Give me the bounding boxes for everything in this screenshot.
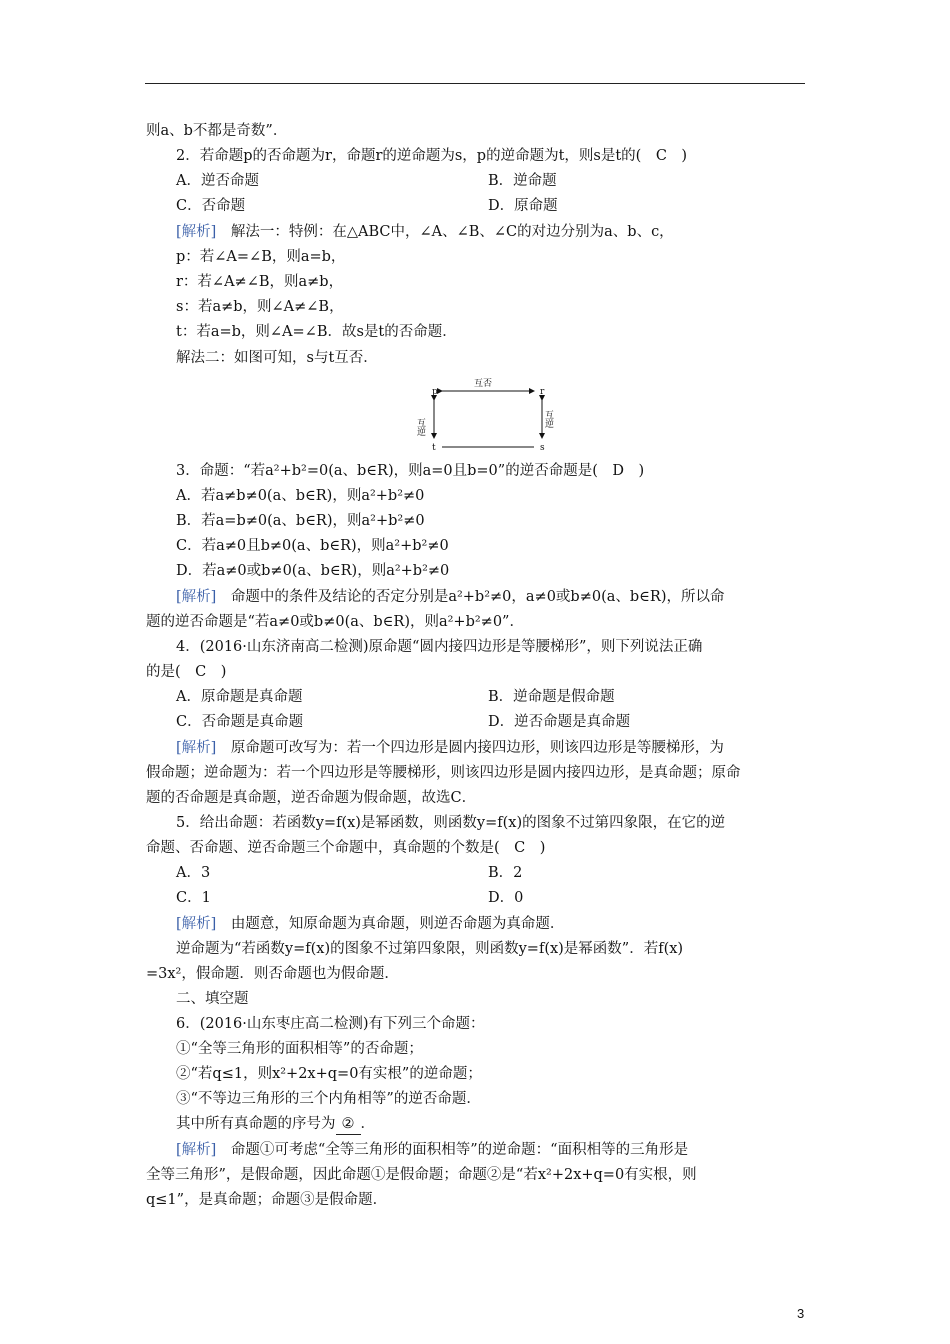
answer-line xyxy=(176,1114,375,1135)
question-2: 2．若命题p的否命题为r，命题r的逆命题为s，p的逆命题为t，则s是t的( C ) xyxy=(176,148,688,164)
option-c: C．否命题是真命题 xyxy=(176,714,304,730)
text-line: 题的否命题是真命题，逆否命题为假命题，故选C． xyxy=(146,790,477,806)
text-line: 题的逆否命题是“若a≠0或b≠0(a、b∈R)，则a²+b²≠0”． xyxy=(146,614,524,630)
option-b: B．2 xyxy=(488,865,523,881)
text-line: 命题、否命题、逆否命题三个命题中，真命题的个数是( C ) xyxy=(146,840,546,856)
analysis-text: 解法一：特例：在△ABC中，∠A、∠B、∠C的对边分别为a、b、c， xyxy=(230,224,674,240)
answer-prompt: 其中所有真命题的序号为 xyxy=(176,1116,336,1132)
option-c: C．否命题 xyxy=(176,198,246,214)
diagram-node-s: s xyxy=(540,443,545,453)
option-d: D．0 xyxy=(488,890,524,906)
question-3: 3．命题：“若a²+b²=0(a、b∈R)，则a=0且b=0”的逆否命题是( D ) xyxy=(176,463,645,479)
text-line: q≤1”，是真命题；命题③是假命题． xyxy=(146,1192,388,1208)
option-d: D．原命题 xyxy=(488,198,558,214)
text-line: ③“不等边三角形的三个内角相等”的逆否命题． xyxy=(176,1091,481,1107)
analysis-line xyxy=(176,587,724,607)
text-line: ②“若q≤1，则x²+2x+q=0有实根”的逆命题； xyxy=(176,1066,482,1082)
analysis-line xyxy=(176,1140,688,1160)
question-5: 5．给出命题：若函数y=f(x)是幂函数，则函数y=f(x)的图象不过第四象限，在它的逆 xyxy=(176,815,726,831)
page-number: 3 xyxy=(797,1306,805,1321)
option-b: B．若a=b≠0(a、b∈R)，则a²+b²≠0 xyxy=(176,513,425,529)
text-line: t：若a=b，则∠A=∠B．故s是t的否命题． xyxy=(176,324,457,340)
text-line: s：若a≠b，则∠A≠∠B， xyxy=(176,299,344,315)
option-a: A．逆否命题 xyxy=(176,173,259,189)
text-line: 逆命题为“若函数y=f(x)的图象不过第四象限，则函数y=f(x)是幂函数”．若f(x) xyxy=(176,941,684,957)
text-line: 解法二：如图可知，s与t互否． xyxy=(176,350,378,366)
option-d: D．逆否命题是真命题 xyxy=(488,714,631,730)
analysis-line xyxy=(176,914,564,934)
text-line: =3x²，假命题．则否命题也为假命题． xyxy=(146,966,399,982)
analysis-text: 由题意，知原命题为真命题，则逆否命题为真命题． xyxy=(230,916,565,932)
proposition-relation-diagram xyxy=(415,378,558,454)
question-4: 4．(2016·山东济南高二检测)原命题“圆内接四边形是等腰梯形”，则下列说法正确 xyxy=(176,639,703,655)
analysis-tag: [解析] xyxy=(176,224,217,240)
analysis-tag: [解析] xyxy=(176,1142,217,1158)
diagram-node-r: r xyxy=(540,387,545,397)
text-line: p：若∠A=∠B，则a=b， xyxy=(176,249,346,265)
text-line: r：若∠A≠∠B，则a≠b， xyxy=(176,274,344,290)
analysis-text: 原命题可改写为：若一个四边形是圆内接四边形，则该四边形是等腰梯形，为 xyxy=(230,740,724,756)
analysis-text: 命题①可考虑“全等三角形的面积相等”的逆命题：“面积相等的三角形是 xyxy=(230,1142,689,1158)
option-a: A．3 xyxy=(176,865,211,881)
question-6: 6．(2016·山东枣庄高二检测)有下列三个命题： xyxy=(176,1016,485,1032)
answer-end: ． xyxy=(360,1116,375,1132)
diagram-label-right: 互逆 xyxy=(543,410,553,428)
text-line: 的是( C ) xyxy=(146,664,227,680)
analysis-text: 命题中的条件及结论的否定分别是a²+b²≠0，a≠0或b≠0(a、b∈R)，所以命 xyxy=(230,589,725,605)
section-heading: 二、填空题 xyxy=(176,991,249,1007)
analysis-line xyxy=(176,222,674,242)
option-a: A．原命题是真命题 xyxy=(176,689,303,705)
text-line: ①“全等三角形的面积相等”的否命题； xyxy=(176,1041,423,1057)
diagram-node-p: p xyxy=(432,387,438,397)
option-c: C．若a≠0且b≠0(a、b∈R)，则a²+b²≠0 xyxy=(176,538,449,554)
text-line: 全等三角形”，是假命题，因此命题①是假命题；命题②是“若x²+2x+q=0有实根，则 xyxy=(146,1167,697,1183)
diagram-node-t: t xyxy=(432,443,436,453)
option-b: B．逆命题是假命题 xyxy=(488,689,615,705)
diagram-label-left: 互逆 xyxy=(415,418,425,436)
answer-blank: ② xyxy=(336,1114,361,1135)
analysis-tag: [解析] xyxy=(176,916,217,932)
text-line: 假命题；逆命题为：若一个四边形是等腰梯形，则该四边形是圆内接四边形，是真命题；原命 xyxy=(146,765,741,781)
option-b: B．逆命题 xyxy=(488,173,557,189)
option-d: D．若a≠0或b≠0(a、b∈R)，则a²+b²≠0 xyxy=(176,563,450,579)
diagram-label-top: 互否 xyxy=(474,379,493,389)
analysis-line xyxy=(176,738,724,758)
analysis-tag: [解析] xyxy=(176,740,217,756)
analysis-tag: [解析] xyxy=(176,589,217,605)
option-a: A．若a≠b≠0(a、b∈R)，则a²+b²≠0 xyxy=(176,488,425,504)
option-c: C．1 xyxy=(176,890,211,906)
text-line: 则a、b不都是奇数”． xyxy=(146,123,288,139)
header-rule xyxy=(145,83,805,84)
